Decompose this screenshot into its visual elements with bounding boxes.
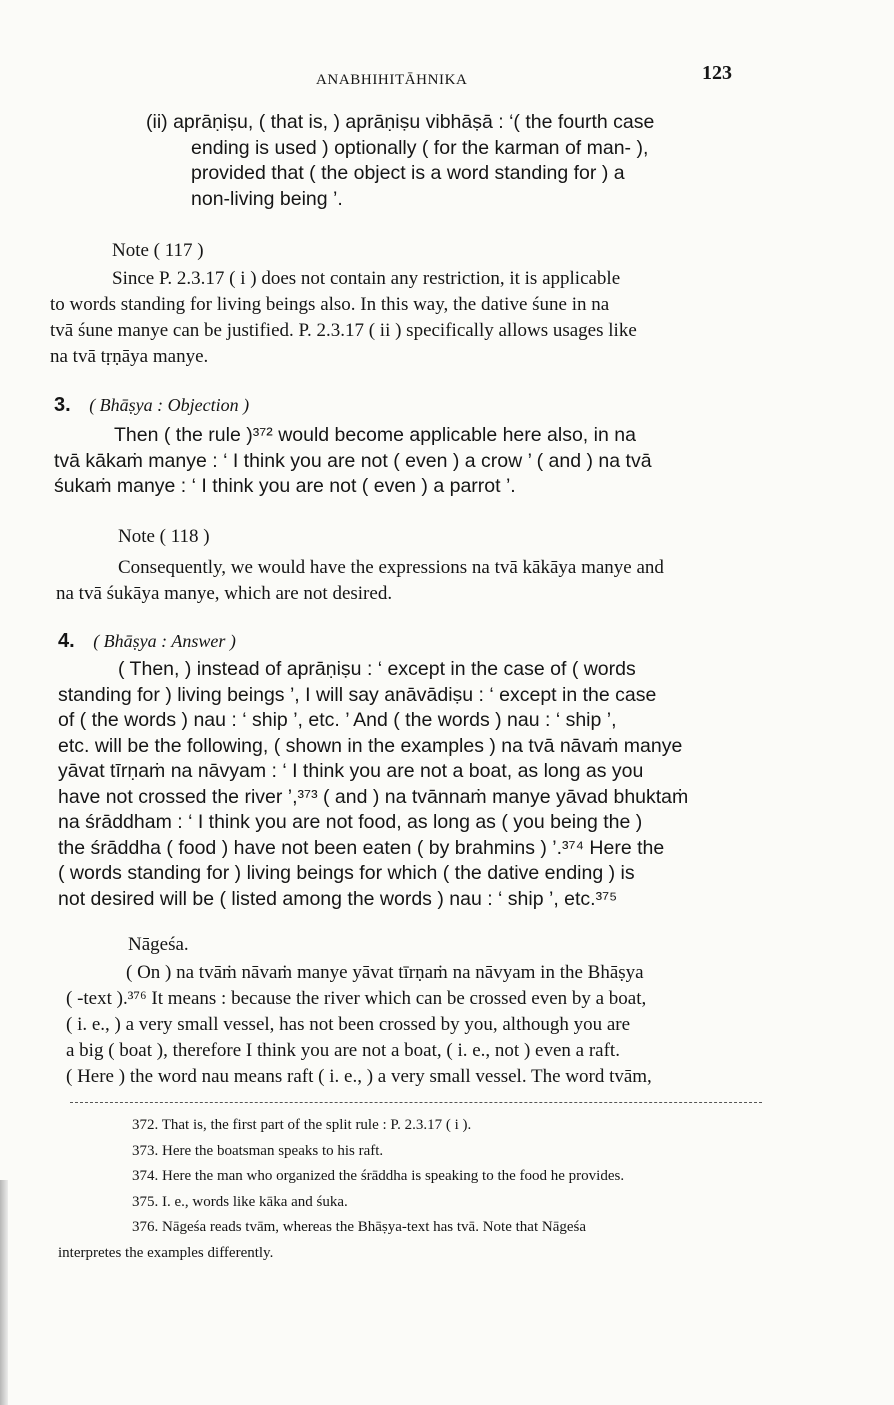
footnote-separator — [70, 1102, 762, 1103]
text-line: standing for ) living beings ’, I will say anāvādiṣu : ‘ except in the case — [58, 683, 657, 706]
text-line: the śrāddha ( food ) have not been eaten ( by brahmins ) ’.³⁷⁴ Here the — [58, 836, 665, 859]
text-line: tvā śune manye can be justified. P. 2.3.17 ( ii ) specifically allows usages like — [50, 320, 637, 341]
footnote-376-continuation: interpretes the examples differently. — [58, 1244, 274, 1261]
text-line: ( i. e., ) a very small vessel, has not been crossed by you, although you are — [66, 1014, 631, 1035]
section-title: ( Bhāṣya : Objection ) — [89, 395, 250, 415]
section-number: 3. — [54, 394, 71, 416]
nagesa-paragraph — [66, 960, 768, 1090]
text-line: Consequently, we would have the expressions na tvā kākāya manye and — [118, 557, 664, 578]
text-line: ( words standing for ) living beings for which ( the dative ending ) is — [58, 862, 635, 884]
text-line: ( On ) na tvāṁ nāvaṁ manye yāvat tīrṇaṁ na nāvyam in the Bhāṣya — [126, 962, 644, 983]
text-line: have not crossed the river ’,³⁷³ ( and ) na tvānnaṁ manye yāvad bhuktaṁ — [58, 785, 689, 808]
section-number: 4. — [58, 630, 75, 652]
text-line: ( Then, ) instead of aprāṇiṣu : ‘ except in the case of ( words — [118, 658, 636, 680]
text-line: Since P. 2.3.17 ( i ) does not contain any restriction, it is applicable — [112, 268, 621, 289]
section-3-heading — [54, 394, 249, 417]
text-line: ( Here ) the word nau means raft ( i. e., ) a very small vessel. The word tvām, — [66, 1066, 652, 1087]
footnote-374: 374. Here the man who organized the śrāddha is speaking to the food he provides. — [132, 1168, 625, 1184]
footnote-376: 376. Nāgeśa reads tvām, whereas the Bhāṣya-text has tvā. Note that Nāgeśa — [132, 1219, 587, 1235]
note-117-heading: Note ( 117 ) — [112, 240, 204, 261]
nagesa-heading: Nāgeśa. — [128, 934, 189, 955]
page-number: 123 — [702, 62, 732, 84]
text-line: tvā kākaṁ manye : ‘ I think you are not ( even ) a crow ’ ( and ) na tvā — [54, 449, 652, 472]
text-line: Then ( the rule )³⁷² would become applicable here also, in na — [114, 424, 636, 446]
running-header-title: ANABHIHITĀHNIKA — [316, 72, 468, 88]
text-line: yāvat tīrṇaṁ na nāvyam : ‘ I think you are not a boat, as long as you — [58, 760, 644, 782]
text-line: non-living being ’. — [191, 187, 343, 210]
scan-edge-shadow — [0, 1180, 8, 1405]
note-118-paragraph — [56, 555, 756, 607]
text-line: ( -text ).³⁷⁶ It means : because the river which can be crossed even by a boat, — [66, 988, 647, 1009]
section-title: ( Bhāṣya : Answer ) — [93, 631, 236, 651]
note-117-paragraph — [50, 266, 750, 370]
text-line: to words standing for living beings also. In this way, the dative śune in na — [50, 294, 610, 315]
text-line: of ( the words ) nau : ‘ ship ’, etc. ’ And ( the words ) nau : ‘ ship ’, — [58, 709, 617, 731]
text-line: provided that ( the object is a word standing for ) a — [191, 162, 625, 184]
footnotes — [58, 1113, 778, 1266]
text-line: na tvā śukāya manye, which are not desired. — [56, 583, 393, 604]
item-ii-paragraph — [146, 110, 746, 212]
text-line: na tvā tṛṇāya manye. — [50, 346, 209, 367]
section-4-paragraph — [58, 657, 760, 912]
section-3-paragraph — [54, 423, 754, 500]
text-line: ending is used ) optionally ( for the karman of man- ), — [191, 136, 649, 159]
text-line: śukaṁ manye : ‘ I think you are not ( even ) a parrot ’. — [54, 475, 516, 497]
footnote-372: 372. That is, the first part of the split rule : P. 2.3.17 ( i ). — [132, 1117, 472, 1133]
text-line: a big ( boat ), therefore I think you are not a boat, ( i. e., not ) even a raft. — [66, 1040, 620, 1061]
footnote-373: 373. Here the boatsman speaks to his raft. — [132, 1142, 384, 1159]
footnote-375: 375. I. e., words like kāka and śuka. — [132, 1193, 348, 1210]
note-118-heading: Note ( 118 ) — [118, 526, 210, 547]
text-line: na śrāddham : ‘ I think you are not food, as long as ( you being the ) — [58, 811, 643, 833]
text-line: (ii) aprāṇiṣu, ( that is, ) aprāṇiṣu vibhāṣā : ‘( the fourth case — [146, 111, 655, 133]
section-4-heading — [58, 630, 236, 653]
text-line: etc. will be the following, ( shown in the examples ) na tvā nāvaṁ manye — [58, 734, 683, 757]
text-line: not desired will be ( listed among the words ) nau : ‘ ship ’, etc.³⁷⁵ — [58, 887, 618, 910]
